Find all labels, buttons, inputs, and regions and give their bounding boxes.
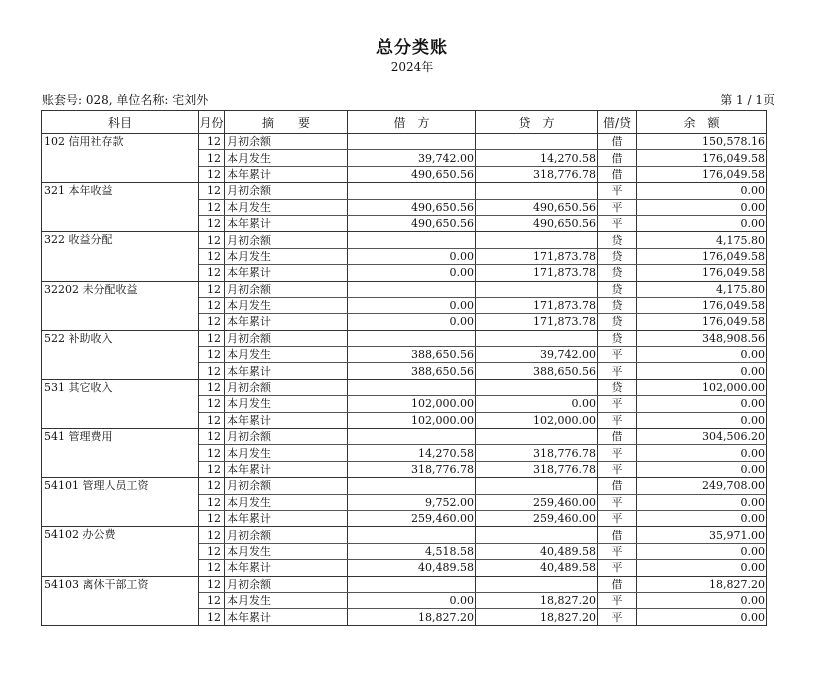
debit-cell: 490,650.56 [348, 215, 476, 231]
document-year: 2024年 [390, 60, 434, 74]
summary-cell: 本年累计 [225, 166, 348, 182]
summary-cell: 本月发生 [225, 297, 348, 313]
dc-direction-cell: 平 [598, 592, 637, 608]
credit-cell: 259,460.00 [476, 510, 598, 526]
summary-cell: 月初余额 [225, 330, 348, 346]
ledger-row [42, 429, 767, 445]
credit-cell: 18,827.20 [476, 609, 598, 625]
dc-direction-cell: 平 [598, 183, 637, 199]
month-cell: 12 [199, 134, 225, 150]
ledger-row [42, 281, 767, 297]
month-cell: 12 [199, 265, 225, 281]
summary-cell: 本年累计 [225, 560, 348, 576]
credit-cell: 388,650.56 [476, 363, 598, 379]
debit-cell: 0.00 [348, 297, 476, 313]
dc-direction-cell: 平 [598, 412, 637, 428]
credit-cell [476, 330, 598, 346]
dc-direction-cell: 借 [598, 478, 637, 494]
dc-direction-cell: 平 [598, 396, 637, 412]
balance-cell: 348,908.56 [637, 330, 767, 346]
balance-cell: 0.00 [637, 396, 767, 412]
summary-cell: 本月发生 [225, 543, 348, 559]
month-cell: 12 [199, 166, 225, 182]
month-cell: 12 [199, 592, 225, 608]
credit-cell [476, 134, 598, 150]
dc-direction-cell: 贷 [598, 265, 637, 281]
dc-direction-cell: 平 [598, 347, 637, 363]
summary-cell: 本年累计 [225, 314, 348, 330]
balance-cell: 0.00 [637, 510, 767, 526]
debit-cell: 9,752.00 [348, 494, 476, 510]
summary-cell: 本年累计 [225, 609, 348, 625]
credit-cell: 171,873.78 [476, 297, 598, 313]
summary-cell: 本年累计 [225, 510, 348, 526]
summary-cell: 本月发生 [225, 494, 348, 510]
summary-cell: 月初余额 [225, 429, 348, 445]
dc-direction-cell: 借 [598, 527, 637, 543]
ledger-row [42, 576, 767, 592]
dc-direction-cell: 平 [598, 199, 637, 215]
month-cell: 12 [199, 330, 225, 346]
month-cell: 12 [199, 183, 225, 199]
dc-direction-cell: 平 [598, 363, 637, 379]
balance-cell: 0.00 [637, 363, 767, 379]
credit-cell: 102,000.00 [476, 412, 598, 428]
summary-cell: 本月发生 [225, 396, 348, 412]
credit-cell: 318,776.78 [476, 461, 598, 477]
col-header-subject: 科目 [42, 111, 199, 134]
summary-cell: 月初余额 [225, 478, 348, 494]
credit-cell: 490,650.56 [476, 199, 598, 215]
dc-direction-cell: 贷 [598, 281, 637, 297]
month-cell: 12 [199, 150, 225, 166]
dc-direction-cell: 贷 [598, 248, 637, 264]
debit-cell: 490,650.56 [348, 199, 476, 215]
month-cell: 12 [199, 494, 225, 510]
dc-direction-cell: 平 [598, 461, 637, 477]
dc-direction-cell: 贷 [598, 379, 637, 395]
debit-cell: 388,650.56 [348, 363, 476, 379]
month-cell: 12 [199, 314, 225, 330]
dc-direction-cell: 贷 [598, 330, 637, 346]
summary-cell: 本年累计 [225, 265, 348, 281]
debit-cell [348, 576, 476, 592]
summary-cell: 月初余额 [225, 232, 348, 248]
dc-direction-cell: 贷 [598, 314, 637, 330]
account-subject: 54102 办公费 [42, 527, 199, 576]
dc-direction-cell: 平 [598, 560, 637, 576]
month-cell: 12 [199, 461, 225, 477]
credit-cell: 490,650.56 [476, 215, 598, 231]
month-cell: 12 [199, 297, 225, 313]
ledger-row [42, 478, 767, 494]
balance-cell: 4,175.80 [637, 281, 767, 297]
summary-cell: 月初余额 [225, 527, 348, 543]
debit-cell: 39,742.00 [348, 150, 476, 166]
balance-cell: 0.00 [637, 347, 767, 363]
balance-cell: 0.00 [637, 609, 767, 625]
dc-direction-cell: 平 [598, 543, 637, 559]
ledger-table [41, 110, 767, 626]
debit-cell: 4,518.58 [348, 543, 476, 559]
account-subject: 102 信用社存款 [42, 134, 199, 183]
month-cell: 12 [199, 429, 225, 445]
ledger-body [42, 134, 767, 626]
debit-cell [348, 281, 476, 297]
debit-cell [348, 379, 476, 395]
col-header-balance: 余 额 [637, 111, 767, 134]
debit-cell [348, 232, 476, 248]
ledger-row [42, 379, 767, 395]
ledger-row [42, 183, 767, 199]
ledger-row [42, 527, 767, 543]
account-subject: 541 管理费用 [42, 429, 199, 478]
balance-cell: 304,506.20 [637, 429, 767, 445]
dc-direction-cell: 贷 [598, 232, 637, 248]
balance-cell: 176,049.58 [637, 150, 767, 166]
month-cell: 12 [199, 215, 225, 231]
month-cell: 12 [199, 347, 225, 363]
dc-direction-cell: 贷 [598, 297, 637, 313]
balance-cell: 18,827.20 [637, 576, 767, 592]
summary-cell: 本年累计 [225, 363, 348, 379]
balance-cell: 0.00 [637, 592, 767, 608]
col-header-month: 月份 [199, 111, 225, 134]
month-cell: 12 [199, 478, 225, 494]
balance-cell: 176,049.58 [637, 314, 767, 330]
ledger-row [42, 330, 767, 346]
month-cell: 12 [199, 379, 225, 395]
balance-cell: 0.00 [637, 199, 767, 215]
debit-cell: 102,000.00 [348, 396, 476, 412]
balance-cell: 176,049.58 [637, 265, 767, 281]
debit-cell: 40,489.58 [348, 560, 476, 576]
credit-cell: 171,873.78 [476, 314, 598, 330]
debit-cell [348, 330, 476, 346]
month-cell: 12 [199, 248, 225, 264]
debit-cell: 318,776.78 [348, 461, 476, 477]
month-cell: 12 [199, 510, 225, 526]
credit-cell: 259,460.00 [476, 494, 598, 510]
debit-cell: 102,000.00 [348, 412, 476, 428]
account-subject: 322 收益分配 [42, 232, 199, 281]
document-title: 总分类账 [376, 38, 448, 58]
balance-cell: 0.00 [637, 445, 767, 461]
col-header-credit: 贷 方 [476, 111, 598, 134]
col-header-debit: 借 方 [348, 111, 476, 134]
dc-direction-cell: 借 [598, 150, 637, 166]
balance-cell: 249,708.00 [637, 478, 767, 494]
month-cell: 12 [199, 543, 225, 559]
month-cell: 12 [199, 396, 225, 412]
credit-cell: 171,873.78 [476, 265, 598, 281]
account-subject: 54101 管理人员工资 [42, 478, 199, 527]
credit-cell: 318,776.78 [476, 166, 598, 182]
balance-cell: 0.00 [637, 215, 767, 231]
debit-cell [348, 183, 476, 199]
credit-cell: 171,873.78 [476, 248, 598, 264]
month-cell: 12 [199, 560, 225, 576]
debit-cell: 259,460.00 [348, 510, 476, 526]
credit-cell: 0.00 [476, 396, 598, 412]
summary-cell: 本月发生 [225, 592, 348, 608]
month-cell: 12 [199, 445, 225, 461]
month-cell: 12 [199, 609, 225, 625]
debit-cell: 0.00 [348, 265, 476, 281]
credit-cell: 318,776.78 [476, 445, 598, 461]
dc-direction-cell: 平 [598, 510, 637, 526]
dc-direction-cell: 平 [598, 215, 637, 231]
account-info: 账套号: 028, 单位名称: 宅刘外 [42, 93, 209, 107]
account-subject: 522 补助收入 [42, 330, 199, 379]
month-cell: 12 [199, 576, 225, 592]
balance-cell: 176,049.58 [637, 166, 767, 182]
summary-cell: 本月发生 [225, 347, 348, 363]
debit-cell [348, 429, 476, 445]
account-subject: 32202 未分配收益 [42, 281, 199, 330]
credit-cell: 14,270.58 [476, 150, 598, 166]
summary-cell: 月初余额 [225, 379, 348, 395]
page-indicator: 第 1 / 1页 [720, 93, 775, 107]
credit-cell: 39,742.00 [476, 347, 598, 363]
credit-cell: 40,489.58 [476, 543, 598, 559]
summary-cell: 本月发生 [225, 199, 348, 215]
summary-cell: 月初余额 [225, 183, 348, 199]
month-cell: 12 [199, 281, 225, 297]
balance-cell: 0.00 [637, 494, 767, 510]
summary-cell: 本月发生 [225, 248, 348, 264]
debit-cell: 18,827.20 [348, 609, 476, 625]
dc-direction-cell: 借 [598, 166, 637, 182]
credit-cell [476, 527, 598, 543]
credit-cell [476, 576, 598, 592]
summary-cell: 本年累计 [225, 215, 348, 231]
credit-cell [476, 429, 598, 445]
dc-direction-cell: 借 [598, 576, 637, 592]
credit-cell: 40,489.58 [476, 560, 598, 576]
dc-direction-cell: 借 [598, 134, 637, 150]
dc-direction-cell: 平 [598, 494, 637, 510]
balance-cell: 0.00 [637, 412, 767, 428]
account-subject: 321 本年收益 [42, 183, 199, 232]
col-header-dc: 借/贷 [598, 111, 637, 134]
summary-cell: 月初余额 [225, 134, 348, 150]
debit-cell: 490,650.56 [348, 166, 476, 182]
debit-cell [348, 527, 476, 543]
summary-cell: 本年累计 [225, 412, 348, 428]
balance-cell: 150,578.16 [637, 134, 767, 150]
month-cell: 12 [199, 199, 225, 215]
balance-cell: 0.00 [637, 183, 767, 199]
month-cell: 12 [199, 363, 225, 379]
balance-cell: 0.00 [637, 543, 767, 559]
ledger-header [42, 111, 767, 134]
summary-cell: 本年累计 [225, 461, 348, 477]
debit-cell [348, 478, 476, 494]
credit-cell [476, 281, 598, 297]
credit-cell [476, 478, 598, 494]
month-cell: 12 [199, 527, 225, 543]
credit-cell: 18,827.20 [476, 592, 598, 608]
summary-cell: 月初余额 [225, 281, 348, 297]
summary-cell: 月初余额 [225, 576, 348, 592]
col-header-summary: 摘 要 [225, 111, 348, 134]
debit-cell: 0.00 [348, 248, 476, 264]
debit-cell: 388,650.56 [348, 347, 476, 363]
month-cell: 12 [199, 412, 225, 428]
balance-cell: 0.00 [637, 461, 767, 477]
month-cell: 12 [199, 232, 225, 248]
balance-cell: 4,175.80 [637, 232, 767, 248]
dc-direction-cell: 借 [598, 429, 637, 445]
balance-cell: 102,000.00 [637, 379, 767, 395]
balance-cell: 0.00 [637, 560, 767, 576]
summary-cell: 本月发生 [225, 445, 348, 461]
balance-cell: 176,049.58 [637, 248, 767, 264]
balance-cell: 35,971.00 [637, 527, 767, 543]
debit-cell: 0.00 [348, 592, 476, 608]
credit-cell [476, 232, 598, 248]
ledger-row [42, 134, 767, 150]
credit-cell [476, 379, 598, 395]
account-subject: 54103 离休干部工资 [42, 576, 199, 625]
summary-cell: 本月发生 [225, 150, 348, 166]
debit-cell: 14,270.58 [348, 445, 476, 461]
credit-cell [476, 183, 598, 199]
ledger-row [42, 232, 767, 248]
debit-cell: 0.00 [348, 314, 476, 330]
dc-direction-cell: 平 [598, 445, 637, 461]
dc-direction-cell: 平 [598, 609, 637, 625]
debit-cell [348, 134, 476, 150]
account-subject: 531 其它收入 [42, 379, 199, 428]
balance-cell: 176,049.58 [637, 297, 767, 313]
